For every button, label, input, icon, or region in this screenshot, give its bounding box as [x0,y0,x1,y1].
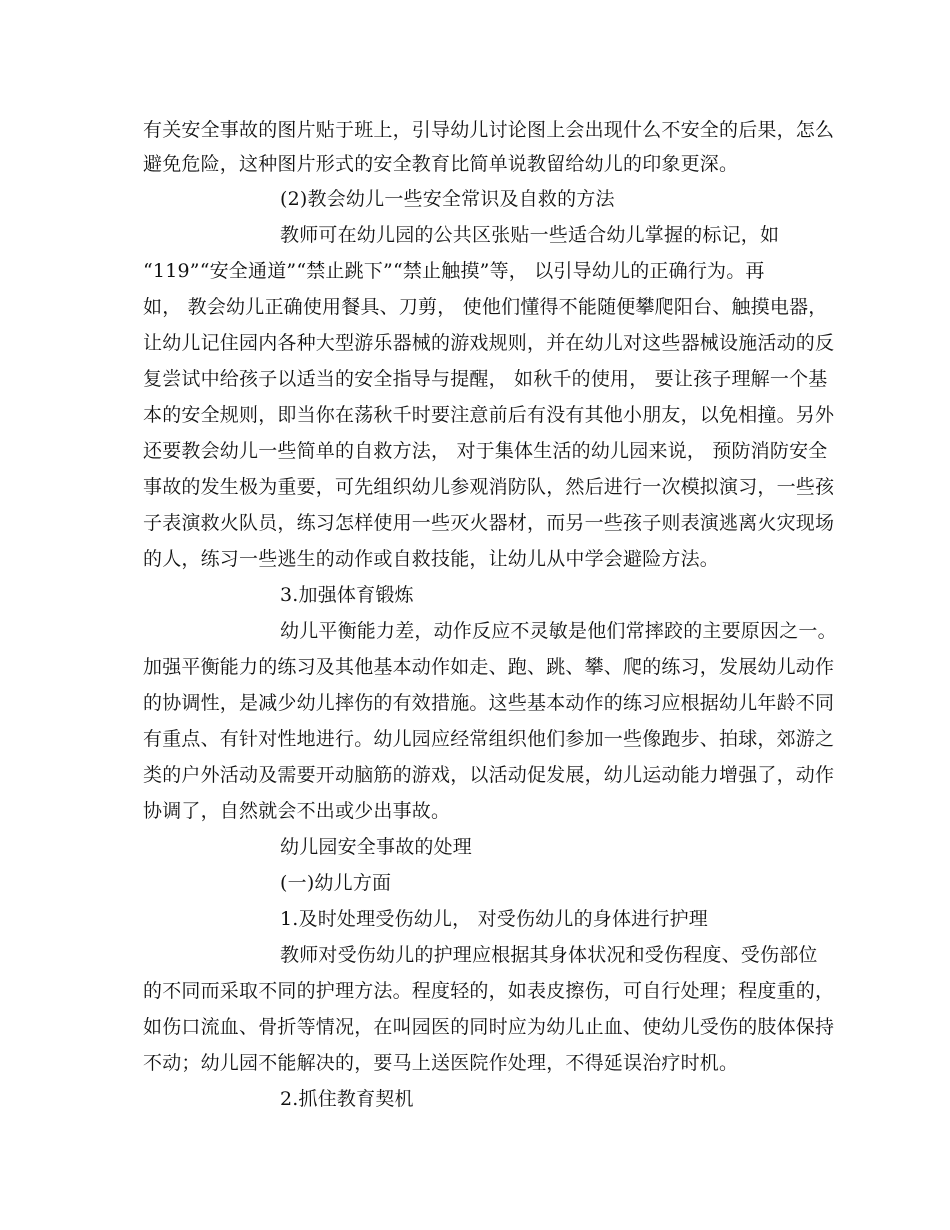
section-heading: 3.加强体育锻炼 [280,584,414,606]
text-line: 子表演救火队员，练习怎样使用一些灭火器材，而另一些孩子则表演逃离火灾现场 [143,512,835,534]
text-line: 事故的发生极为重要，可先组织幼儿参观消防队，然后进行一次模拟演习，一些孩 [143,476,835,498]
text-line: 让幼儿记住园内各种大型游乐器械的游戏规则，并在幼儿对这些器械设施活动的反 [143,332,835,354]
text-line: 的不同而采取不同的护理方法。程度轻的，如表皮擦伤，可自行处理；程度重的， [143,980,835,1002]
text-line: 的人，练习一些逃生的动作或自救技能，让幼儿从中学会避险方法。 [143,548,720,570]
text-line: 如伤口流血、骨折等情况，在叫园医的同时应为幼儿止血、使幼儿受伤的肢体保持 [143,1016,835,1038]
text-line: 有关安全事故的图片贴于班上，引导幼儿讨论图上会出现什么不安全的后果，怎么 [143,119,835,141]
text-line: 协调了，自然就会不出或少出事故。 [143,800,451,822]
section-heading: 2.抓住教育契机 [280,1088,414,1110]
paragraph-first-line: 幼儿平衡能力差，动作反应不灵敏是他们常摔跤的主要原因之一。 [280,620,837,642]
text-line: 如， 教会幼儿正确使用餐具、刀剪， 使他们懂得不能随便攀爬阳台、触摸电器， [143,296,828,318]
text-line: “119”“安全通道”“禁止跳下”“禁止触摸”等， 以引导幼儿的正确行为。再 [143,260,765,282]
section-heading: (2)教会幼儿一些安全常识及自救的方法 [280,188,615,210]
paragraph-first-line: 教师对受伤幼儿的护理应根据其身体状况和受伤程度、受伤部位 [280,944,818,966]
paragraph-first-line: 教师可在幼儿园的公共区张贴一些适合幼儿掌握的标记，如 [280,224,780,246]
text-line: 类的户外活动及需要开动脑筋的游戏，以活动促发展，幼儿运动能力增强了，动作 [143,764,835,786]
text-line: 复尝试中给孩子以适当的安全指导与提醒， 如秋千的使用， 要让孩子理解一个基 [143,368,828,390]
text-line: 加强平衡能力的练习及其他基本动作如走、跑、跳、攀、爬的练习，发展幼儿动作 [143,656,835,678]
text-line: 有重点、有针对性地进行。幼儿园应经常组织他们参加一些像跑步、拍球，郊游之 [143,728,835,750]
text-line: 避免危险，这种图片形式的安全教育比简单说教留给幼儿的印象更深。 [143,153,739,175]
section-heading: 幼儿园安全事故的处理 [280,836,473,858]
section-heading: 1.及时处理受伤幼儿， 对受伤幼儿的身体进行护理 [280,908,708,930]
text-line: 本的安全规则，即当你在荡秋千时要注意前后有没有其他小朋友，以免相撞。另外 [143,404,835,426]
text-line: 还要教会幼儿一些简单的自救方法， 对于集体生活的幼儿园来说， 预防消防安全 [143,440,828,462]
text-line: 的协调性，是减少幼儿摔伤的有效措施。这些基本动作的练习应根据幼儿年龄不同 [143,692,835,714]
section-heading: (一)幼儿方面 [280,872,392,894]
text-line: 不动；幼儿园不能解决的，要马上送医院作处理，不得延误治疗时机。 [143,1052,739,1074]
